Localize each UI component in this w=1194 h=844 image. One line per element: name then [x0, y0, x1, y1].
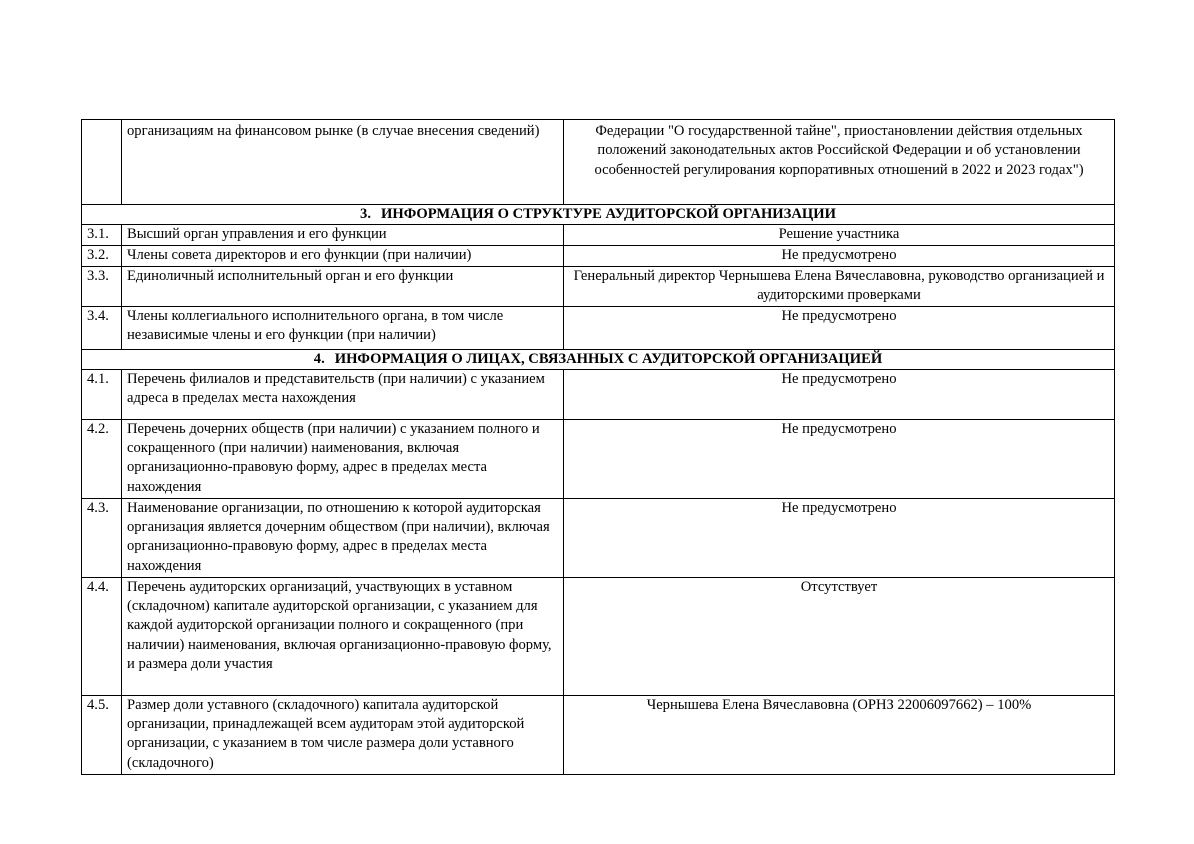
- table-row: [82, 266, 1115, 306]
- row-number: 4.5.: [82, 695, 122, 774]
- table-row: [82, 369, 1115, 419]
- row-label: Размер доли уставного (складочного) капитала аудиторской организации, принадлежащей всем аудиторам этой аудиторской организации, с указанием в том числе размера доли уставного (складочного): [122, 695, 564, 774]
- row-value: Чернышева Елена Вячеславовна (ОРНЗ 22006097662) – 100%: [564, 695, 1115, 774]
- table-row: [82, 419, 1115, 498]
- row-label: Перечень аудиторских организаций, участвующих в уставном (складочном) капитале аудиторской организации, с указанием для каждой аудиторской организации полного и сокращенного (при наличии) наименования, включая организационно-правовую форму, и размера доли участия: [122, 577, 564, 695]
- row-label: Единоличный исполнительный орган и его функции: [122, 266, 564, 306]
- row-label: Наименование организации, по отношению к которой аудиторская организация является дочерним обществом (при наличии), включая организационно-правовую форму, адрес в пределах места нахождения: [122, 498, 564, 577]
- section-title-text: ИНФОРМАЦИЯ О СТРУКТУРЕ АУДИТОРСКОЙ ОРГАНИЗАЦИИ: [381, 206, 836, 222]
- row-label: Члены коллегиального исполнительного органа, в том числе независимые члены и его функции (при наличии): [122, 306, 564, 349]
- table-row: [82, 577, 1115, 695]
- row-value: Решение участника: [564, 225, 1115, 246]
- audit-org-info-table: [81, 119, 1115, 775]
- row-value: Не предусмотрено: [564, 419, 1115, 498]
- section-title-text: ИНФОРМАЦИЯ О ЛИЦАХ, СВЯЗАННЫХ С АУДИТОРСКОЙ ОРГАНИЗАЦИЕЙ: [334, 350, 883, 367]
- row-value: Генеральный директор Чернышева Елена Вячеславовна, руководство организацией и аудиторскими проверками: [564, 266, 1115, 306]
- row-number: 4.2.: [82, 419, 122, 498]
- row-number: 3.2.: [82, 246, 122, 266]
- row-value: Отсутствует: [564, 577, 1115, 695]
- row-label: организациям на финансовом рынке (в случае внесения сведений): [122, 120, 564, 205]
- table-row: [82, 246, 1115, 266]
- row-label: Члены совета директоров и его функции (при наличии): [122, 246, 564, 266]
- section-number: 3.: [360, 206, 371, 222]
- row-label: Перечень дочерних обществ (при наличии) с указанием полного и сокращенного (при наличии) наименования, включая организационно-правовую форму, адрес в пределах места нахождения: [122, 419, 564, 498]
- section-title: [82, 205, 1115, 225]
- section-header: [82, 205, 1115, 225]
- table-row: [82, 695, 1115, 774]
- section-number: 4.: [313, 350, 325, 367]
- row-label: Высший орган управления и его функции: [122, 225, 564, 246]
- section-title: [82, 349, 1115, 369]
- row-label: Перечень филиалов и представительств (при наличии) с указанием адреса в пределах места нахождения: [122, 369, 564, 419]
- table-row: [82, 306, 1115, 349]
- row-number: 3.3.: [82, 266, 122, 306]
- row-value: Федерации "О государственной тайне", приостановлении действия отдельных положений законодательных актов Российской Федерации и об установлении особенностей регулирования корпоративных отношений в 2022 и 2023 годах"): [564, 120, 1115, 205]
- row-number: 3.1.: [82, 225, 122, 246]
- row-value: Не предусмотрено: [564, 246, 1115, 266]
- table-row: [82, 120, 1115, 205]
- section-header: [82, 349, 1115, 369]
- table-row: [82, 498, 1115, 577]
- row-value: Не предусмотрено: [564, 369, 1115, 419]
- row-number: 4.3.: [82, 498, 122, 577]
- row-number: [82, 120, 122, 205]
- row-value: Не предусмотрено: [564, 498, 1115, 577]
- table-row: [82, 225, 1115, 246]
- row-number: 4.1.: [82, 369, 122, 419]
- row-number: 3.4.: [82, 306, 122, 349]
- row-value: Не предусмотрено: [564, 306, 1115, 349]
- row-number: 4.4.: [82, 577, 122, 695]
